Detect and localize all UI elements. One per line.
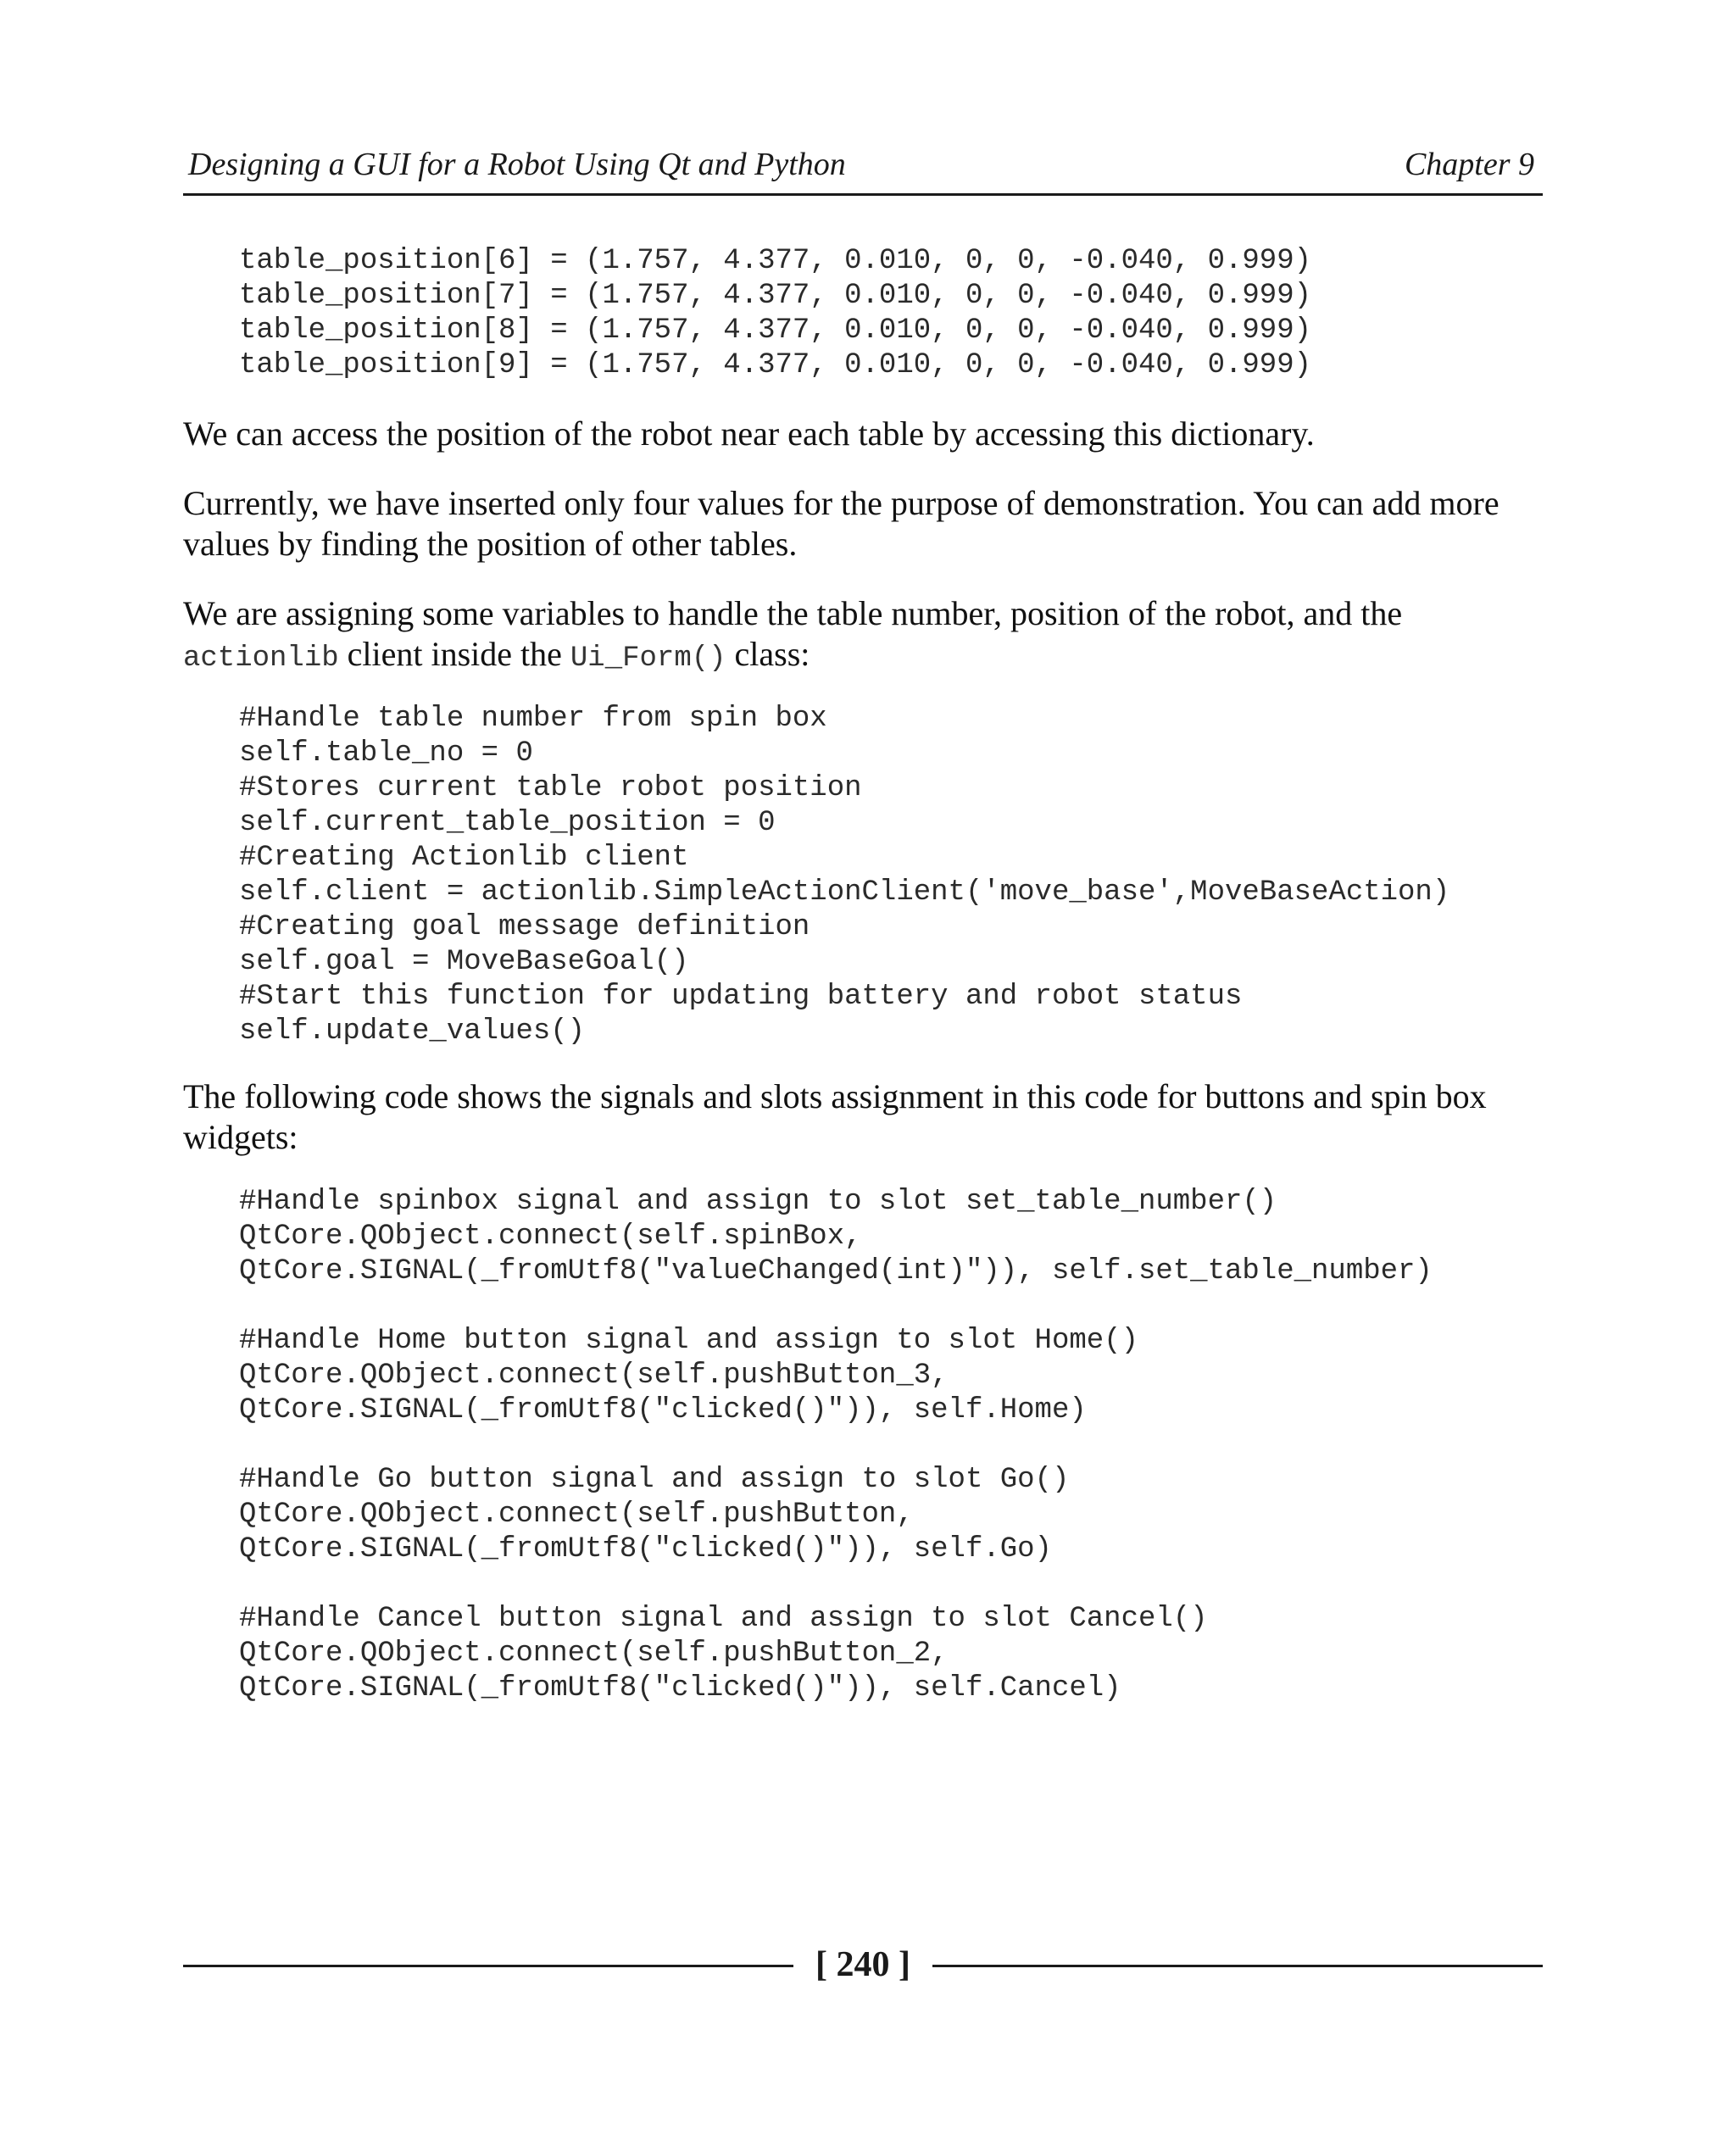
page-number: [ 240 ] (815, 1945, 910, 1984)
paragraph-signals-slots: The following code shows the signals and slots assignment in this code for buttons and spin box widgets: (183, 1077, 1487, 1156)
paragraph-text: client inside the (338, 635, 570, 673)
paragraph-four-values: Currently, we have inserted only four values for the purpose of demonstration. You can add more values by finding the position of other tables. (183, 484, 1500, 563)
paragraph-assigning-variables (183, 593, 1548, 679)
inline-code-actionlib: actionlib (183, 642, 339, 675)
inline-code-ui-form: Ui_Form() (570, 642, 726, 675)
paragraph-text: class: (726, 635, 810, 673)
paragraph-access-dictionary: We can access the position of the robot near each table by accessing this dictionary. (183, 414, 1315, 453)
chapter-label: Chapter 9 (1404, 147, 1534, 182)
paragraph-text: We are assigning some variables to handle the table number, position of the robot, and the (183, 594, 1403, 632)
code-block-variables: #Handle table number from spin box self.table_no = 0 #Stores current table robot position self.current_table_position = 0 #Creating Actionlib client self.client = actionlib.SimpleActionClient('move_base',MoveBaseAction) #Creating goal message definition self.goal = MoveBaseGoal() #Start this function for updating battery and robot status self.update_values() (239, 703, 1450, 1048)
code-block-table-positions: table_position[6] = (1.757, 4.377, 0.010, 0, 0, -0.040, 0.999) table_position[7] = (1.757, 4.377, 0.010, 0, 0, -0.040, 0.999) table_position[8] = (1.757, 4.377, 0.010, 0, 0, -0.040, 0.999) table_position[9] = (1.757, 4.377, 0.010, 0, 0, -0.040, 0.999) (239, 245, 1312, 381)
code-block-signals: #Handle spinbox signal and assign to slot set_table_number() QtCore.QObject.connect(self.spinBox, QtCore.SIGNAL(_fromUtf8("valueChanged(int)")), self.set_table_number) #Handle Home button signal and assign to slot Home() QtCore.QObject.connect(self.pushButton_3, QtCore.SIGNAL(_fromUtf8("clicked()")), self.Home) #Handle Go button signal and assign to slot Go() QtCore.QObject.connect(self.pushButton, QtCore.SIGNAL(_fromUtf8("clicked()")), self.Go) #Handle Cancel button signal and assign to slot Cancel() QtCore.QObject.connect(self.pushButton_2, QtCore.SIGNAL(_fromUtf8("clicked()")), self.Cancel) (239, 1186, 1433, 1704)
page-footer (183, 1941, 1543, 1988)
running-title: Designing a GUI for a Robot Using Qt and Python (188, 147, 846, 182)
page-header (183, 142, 1543, 196)
